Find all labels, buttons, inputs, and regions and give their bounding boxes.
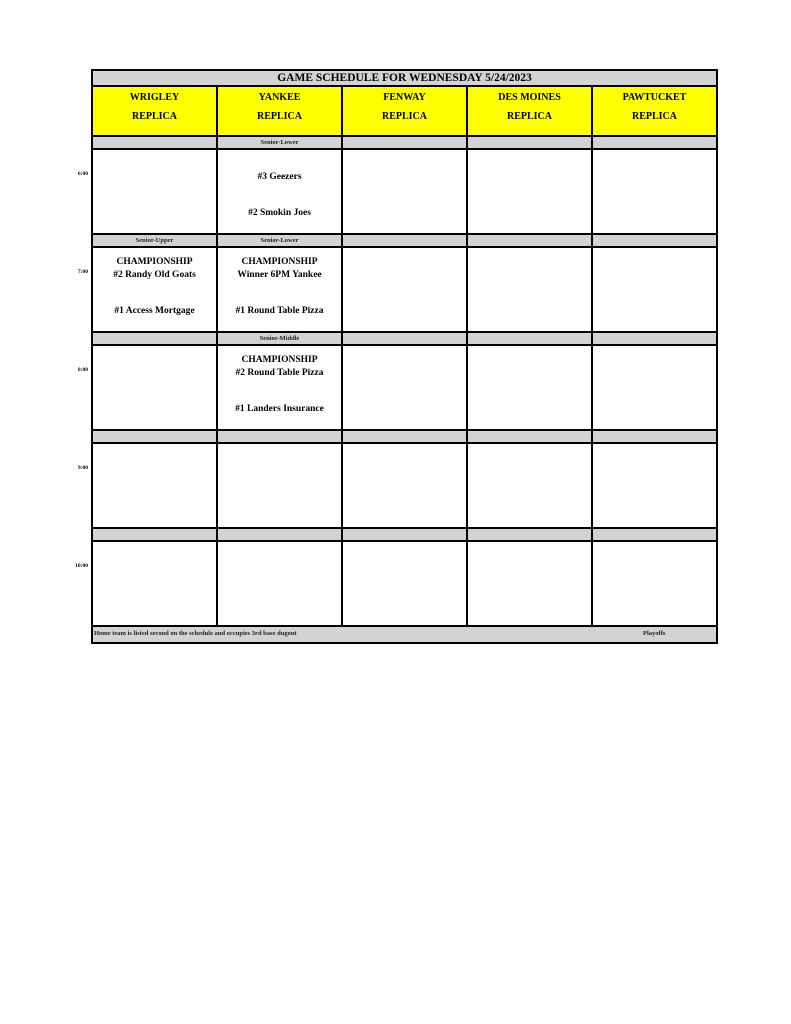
- venue-subtitle: REPLICA: [631, 111, 677, 122]
- game-row: [77, 248, 718, 333]
- game-cell: [591, 542, 718, 627]
- game-line: CHAMPIONSHIP: [241, 257, 318, 267]
- division-label: [466, 431, 591, 444]
- game-cell: [341, 248, 466, 333]
- game-row: [77, 346, 718, 431]
- schedule-sheet: [75, 69, 718, 644]
- division-label: [591, 333, 718, 346]
- venue-subtitle: REPLICA: [256, 111, 302, 122]
- game-line: #2 Randy Old Goats: [113, 270, 196, 280]
- game-line: Winner 6PM Yankee: [237, 270, 322, 280]
- game-cell: [466, 542, 591, 627]
- division-label: [591, 235, 718, 248]
- game-cell: [591, 150, 718, 235]
- division-row: [91, 235, 718, 248]
- footer-note: Home team is listed second on the schedule and occupies 3rd base dugout: [94, 630, 297, 637]
- division-label: Senior-Upper: [91, 235, 216, 248]
- venue-name: YANKEE: [258, 92, 301, 103]
- division-label: [591, 431, 718, 444]
- game-row: [77, 150, 718, 235]
- division-label: [466, 137, 591, 150]
- game-cell: [341, 444, 466, 529]
- division-label: [591, 529, 718, 542]
- division-label: [466, 235, 591, 248]
- division-label: [591, 137, 718, 150]
- time-label: 6:00: [77, 171, 88, 177]
- game-cell: [91, 150, 216, 235]
- game-cell: [216, 150, 341, 235]
- game-line: #1 Landers Insurance: [235, 404, 324, 414]
- venue-header-des-moines: [466, 87, 591, 137]
- game-cell: [216, 444, 341, 529]
- division-label: [216, 431, 341, 444]
- venue-name: PAWTUCKET: [622, 92, 687, 103]
- game-line: CHAMPIONSHIP: [116, 257, 193, 267]
- division-label: [216, 529, 341, 542]
- division-label: [91, 333, 216, 346]
- game-cell: [216, 542, 341, 627]
- game-cell: [216, 346, 341, 431]
- venue-header-row: [91, 87, 718, 137]
- game-cell: [591, 346, 718, 431]
- game-line: #2 Round Table Pizza: [235, 368, 324, 378]
- division-label: [341, 137, 466, 150]
- division-label: [466, 529, 591, 542]
- division-label: Senior-Middle: [216, 333, 341, 346]
- venue-name: WRIGLEY: [129, 92, 180, 103]
- time-label: 9:00: [77, 465, 88, 471]
- division-row: [91, 529, 718, 542]
- game-cell: [466, 150, 591, 235]
- game-cell: [216, 248, 341, 333]
- game-cell: [591, 248, 718, 333]
- game-row: [75, 542, 718, 627]
- game-cell: [466, 248, 591, 333]
- footer-label: Playoffs: [643, 630, 666, 637]
- venue-subtitle: REPLICA: [381, 111, 427, 122]
- venue-name: DES MOINES: [498, 92, 561, 103]
- venue-subtitle: REPLICA: [131, 111, 177, 122]
- schedule-footer: [91, 627, 718, 644]
- game-line: #3 Geezers: [257, 172, 302, 182]
- division-label: [341, 529, 466, 542]
- venue-header-wrigley: [91, 87, 216, 137]
- division-label: [91, 529, 216, 542]
- division-label: Senior-Lower: [216, 137, 341, 150]
- division-label: [466, 333, 591, 346]
- schedule-title: GAME SCHEDULE FOR WEDNESDAY 5/24/2023: [91, 69, 718, 87]
- division-row: [91, 431, 718, 444]
- time-label: 10:00: [75, 563, 88, 569]
- division-label: [341, 235, 466, 248]
- division-label: [91, 137, 216, 150]
- time-slots: [75, 137, 718, 627]
- venue-subtitle: REPLICA: [506, 111, 552, 122]
- venue-header-pawtucket: [591, 87, 718, 137]
- game-line: CHAMPIONSHIP: [241, 355, 318, 365]
- time-label: 7:00: [77, 269, 88, 275]
- game-line: #2 Smokin Joes: [248, 208, 311, 218]
- time-label: 8:00: [77, 367, 88, 373]
- game-cell: [591, 444, 718, 529]
- division-label: [341, 333, 466, 346]
- game-cell: [91, 542, 216, 627]
- game-cell: [341, 346, 466, 431]
- game-row: [77, 444, 718, 529]
- venue-header-yankee: [216, 87, 341, 137]
- division-label: Senior-Lower: [216, 235, 341, 248]
- game-cell: [91, 346, 216, 431]
- venue-header-fenway: [341, 87, 466, 137]
- venue-name: FENWAY: [383, 92, 426, 103]
- division-label: [341, 431, 466, 444]
- game-cell: [91, 444, 216, 529]
- division-label: [91, 431, 216, 444]
- game-cell: [341, 150, 466, 235]
- game-cell: [91, 248, 216, 333]
- game-cell: [466, 444, 591, 529]
- game-cell: [466, 346, 591, 431]
- division-row: [91, 333, 718, 346]
- game-line: #1 Round Table Pizza: [235, 306, 324, 316]
- game-line: #1 Access Mortgage: [114, 306, 195, 316]
- division-row: [91, 137, 718, 150]
- game-cell: [341, 542, 466, 627]
